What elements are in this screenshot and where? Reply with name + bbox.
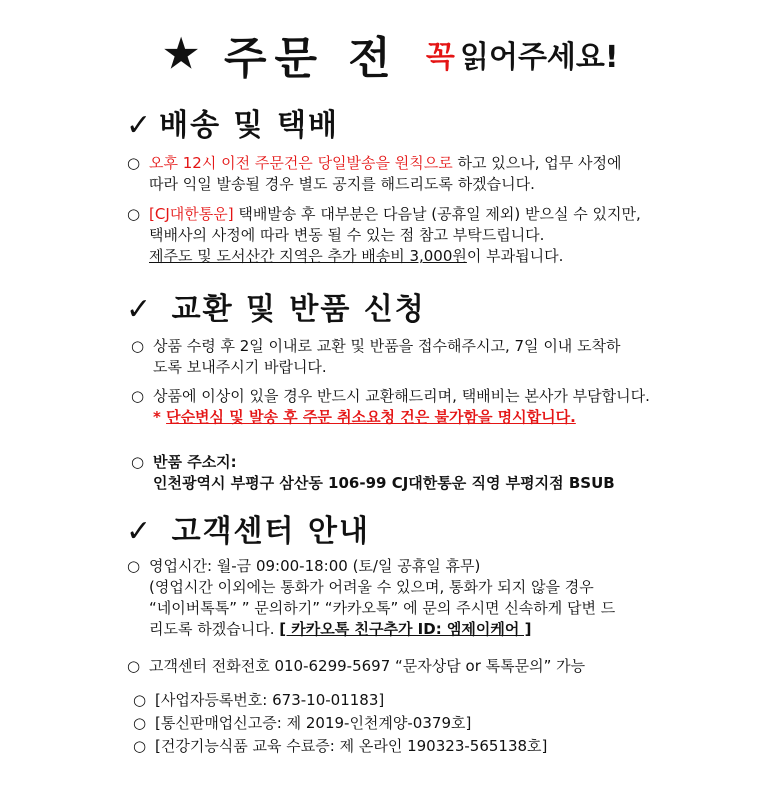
item-text: 리도록 하겠습니다.	[149, 620, 280, 638]
heading-text: 교환 및 반품 신청	[171, 292, 426, 327]
section-heading-exchange	[126, 284, 426, 328]
title-emphasis: 꼭	[425, 40, 455, 75]
bullet-icon: ○	[131, 337, 145, 355]
item-text: 도록 보내주시기 바랍니다.	[153, 358, 327, 376]
bullet-icon: ○	[131, 387, 145, 405]
title-main: 주문 전	[223, 33, 399, 84]
page-title	[0, 22, 780, 86]
list-item	[127, 556, 616, 640]
education-certificate: [건강기능식품 교육 수료증: 제 온라인 190323-565138호]	[155, 737, 548, 755]
item-text: 택배사의 사정에 따라 변동 될 수 있는 점 참고 부탁드립니다.	[149, 226, 545, 244]
item-text: (영업시간 이외에는 통화가 어려울 수 있으며, 통화가 되지 않을 경우	[149, 578, 594, 596]
bullet-icon: ○	[133, 714, 147, 732]
return-address: 인천광역시 부평구 삼산동 106-99 CJ대한통운 직영 부평지점 BSUB	[153, 474, 615, 492]
list-item	[127, 204, 641, 267]
item-text: “네이버톡톡” ” 문의하기” “카카오톡” 에 문의 주시면 신속하게 답변 드	[149, 599, 616, 617]
bullet-icon: ○	[131, 453, 145, 471]
same-day-shipping-notice: 오후 12시 이전 주문건은 당일발송을 원칙으로	[149, 154, 453, 172]
check-icon: ✓	[126, 108, 154, 143]
jeju-surcharge-text: 제주도 및 도서산간 지역은 추가 배송비 3,000원	[149, 247, 467, 265]
item-text: 이 부과됩니다.	[466, 247, 564, 265]
title-rest: 읽어주세요!	[459, 40, 619, 75]
item-text: 하고 있으나, 업무 사정에	[452, 154, 622, 172]
check-icon: ✓	[126, 514, 154, 549]
list-item	[131, 336, 621, 378]
list-item	[131, 452, 615, 494]
star-icon: ★	[161, 28, 201, 80]
star-mark: *	[153, 408, 167, 426]
item-text: 따라 익일 발송될 경우 별도 공지를 해드리도록 하겠습니다.	[149, 175, 535, 193]
bullet-icon: ○	[127, 154, 141, 172]
item-text: 상품 수령 후 2일 이내로 교환 및 반품을 접수해주시고, 7일 이내 도착하	[153, 337, 621, 355]
business-reg-number: [사업자등록번호: 673-10-01183]	[155, 691, 385, 709]
item-text: 상품에 이상이 있을 경우 반드시 교환해드리며, 택배비는 본사가 부담합니다.	[153, 387, 650, 405]
bullet-icon: ○	[133, 691, 147, 709]
list-item	[133, 713, 472, 734]
business-hours: 영업시간: 월-금 09:00-18:00 (토/일 공휴일 휴무)	[149, 557, 481, 575]
list-item	[127, 153, 622, 195]
bullet-icon: ○	[127, 205, 141, 223]
heading-text: 고객센터 안내	[171, 514, 370, 549]
list-item	[133, 690, 385, 711]
check-icon: ✓	[126, 292, 154, 327]
return-address-label: 반품 주소지:	[153, 453, 237, 471]
item-text: 택배발송 후 대부분은 다음날 (공휴일 제외) 받으실 수 있지만,	[233, 205, 641, 223]
kakaotalk-id: [ 카카오톡 친구추가 ID: 엠제이케어 ]	[279, 620, 532, 638]
bullet-icon: ○	[127, 557, 141, 575]
bullet-icon: ○	[133, 737, 147, 755]
bullet-icon: ○	[127, 657, 141, 675]
list-item	[133, 736, 548, 757]
courier-name: [CJ대한통운]	[149, 205, 234, 223]
list-item	[127, 656, 586, 677]
service-phone: 고객센터 전화전호 010-6299-5697 “문자상담 or 톡톡문의” 가능	[149, 657, 586, 675]
section-heading-shipping	[126, 100, 339, 144]
section-heading-service	[126, 506, 370, 550]
list-item	[131, 386, 650, 428]
mail-order-report: [통신판매업신고증: 제 2019-인천계양-0379호]	[155, 714, 472, 732]
no-cancel-notice: 단순변심 및 발송 후 주문 취소요청 건은 불가함을 명시합니다.	[166, 408, 576, 426]
heading-text: 배송 및 택배	[159, 108, 339, 143]
